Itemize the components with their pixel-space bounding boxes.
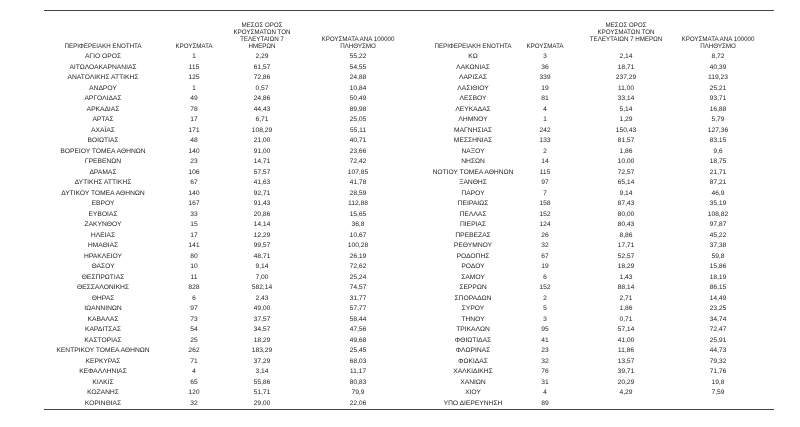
header-region-left: ΠΕΡΙΦΕΡΕΙΑΚΗ ΕΝΟΤΗΤΑ <box>64 43 142 50</box>
left-row-25-avg-7-days: 49,00 <box>253 305 271 312</box>
left-row-17-cases: 15 <box>190 221 198 228</box>
left-row-26-region: ΚΑΒΑΛΑΣ <box>87 315 119 323</box>
left-row-31-cases: 4 <box>192 368 196 375</box>
right-row-20-region: ΡΟΔΟΠΗΣ <box>456 252 490 260</box>
right-row-6-cases: 4 <box>543 105 547 113</box>
right-row-10-region: ΝΑΞΟΥ <box>461 147 485 155</box>
right-row-14-cases: 7 <box>543 189 547 197</box>
right-row-9-avg-7-days: 81,57 <box>617 137 635 144</box>
right-row-27-region: ΤΡΙΚΑΛΩΝ <box>456 326 490 333</box>
right-row-3-avg-7-days: 237,29 <box>615 74 637 81</box>
right-row-34-cases: 89 <box>541 399 549 407</box>
right-row-22-avg-7-days: 1,43 <box>619 273 633 281</box>
left-row-3-cases: 125 <box>188 74 200 81</box>
right-row-27-per-100k: 72,47 <box>709 326 727 333</box>
left-row-17-region: ΖΑΚΥΝΘΟΥ <box>84 221 122 228</box>
left-row-8-cases: 171 <box>188 126 200 134</box>
left-row-17-per-100k: 36,8 <box>351 221 365 228</box>
right-row-18-avg-7-days: 8,86 <box>619 231 633 239</box>
left-row-32-region: ΚΙΛΚΙΣ <box>92 378 114 386</box>
right-row-4-per-100k: 25,21 <box>709 84 727 92</box>
left-row-4-cases: 1 <box>192 84 196 92</box>
left-row-14-avg-7-days: 92,71 <box>253 189 271 197</box>
right-row-9-region: ΜΕΣΣΗΝΙΑΣ <box>453 137 493 144</box>
left-row-2-cases: 115 <box>188 63 200 71</box>
left-row-4-region: ΑΝΔΡΟΥ <box>89 84 117 92</box>
left-row-29-avg-7-days: 183,29 <box>251 347 273 354</box>
left-row-18-region: ΗΛΕΙΑΣ <box>90 231 116 239</box>
right-row-30-region: ΦΩΚΙΔΑΣ <box>458 357 488 365</box>
right-row-30-per-100k: 79,32 <box>709 357 727 365</box>
left-row-22-avg-7-days: 7,00 <box>255 273 269 281</box>
right-row-17-region: ΠΙΕΡΙΑΣ <box>459 221 487 228</box>
right-row-11-cases: 14 <box>541 158 549 165</box>
left-row-24-region: ΘΗΡΑΣ <box>91 294 115 302</box>
left-row-16-avg-7-days: 20,86 <box>253 210 271 218</box>
left-row-16-per-100k: 15,65 <box>349 210 367 218</box>
left-row-33-region: ΚΟΖΑΝΗΣ <box>87 389 119 396</box>
left-row-10-cases: 140 <box>188 147 200 155</box>
right-row-19-cases: 32 <box>541 242 549 249</box>
left-row-5-avg-7-days: 24,86 <box>253 95 271 102</box>
left-row-30-cases: 71 <box>190 357 198 365</box>
right-row-8-per-100k: 127,36 <box>707 126 729 134</box>
right-row-1-region: ΚΩ <box>468 53 478 60</box>
left-row-1-avg-7-days: 2,29 <box>255 53 269 60</box>
right-row-21-avg-7-days: 18,29 <box>617 263 635 270</box>
right-row-31-region: ΧΑΛΚΙΔΙΚΗΣ <box>453 368 493 375</box>
right-row-22-per-100k: 18,19 <box>709 273 727 281</box>
right-row-16-per-100k: 108,82 <box>707 210 729 218</box>
right-row-15-per-100k: 35,19 <box>709 200 727 207</box>
left-row-2-avg-7-days: 61,57 <box>253 63 271 71</box>
left-row-28-cases: 25 <box>190 336 198 344</box>
left-row-11-region: ΓΡΕΒΕΝΩΝ <box>84 158 122 165</box>
right-row-32-region: ΧΑΝΙΩΝ <box>460 378 486 386</box>
header-region-right: ΠΕΡΙΦΕΡΕΙΑΚΗ ΕΝΟΤΗΤΑ <box>434 43 512 50</box>
right-row-25-cases: 5 <box>543 305 547 312</box>
left-row-14-cases: 140 <box>188 189 200 197</box>
right-row-18-cases: 26 <box>541 231 549 239</box>
left-row-16-cases: 33 <box>190 210 198 218</box>
right-row-21-cases: 19 <box>541 263 549 270</box>
left-row-11-avg-7-days: 14,71 <box>253 158 271 165</box>
right-row-5-avg-7-days: 33,14 <box>617 95 635 102</box>
header-avg-left: ΜΕΣΟΣ ΟΡΟΣ ΚΡΟΥΣΜΑΤΩΝ ΤΟΝ ΤΕΛΕΥΤΑΙΩΝ 7 ΗΜΕΡΩΝ <box>233 22 291 50</box>
left-row-7-region: ΑΡΤΑΣ <box>92 116 114 123</box>
header-per100k-left: ΚΡΟΥΣΜΑΤΑ ΑΝΑ 100000 ΠΛΗΘΥΣΜΟ <box>321 36 395 50</box>
right-row-24-per-100k: 14,49 <box>709 294 727 302</box>
left-row-2-per-100k: 54,55 <box>349 63 367 71</box>
left-row-27-region: ΚΑΡΔΙΤΣΑΣ <box>84 326 122 333</box>
right-row-5-region: ΛΕΣΒΟΥ <box>459 95 487 102</box>
left-row-15-cases: 167 <box>188 200 200 207</box>
left-row-33-per-100k: 79,9 <box>351 389 365 396</box>
left-row-17-avg-7-days: 14,14 <box>253 221 271 228</box>
right-row-10-avg-7-days: 1,86 <box>619 147 633 155</box>
left-row-9-avg-7-days: 21,00 <box>253 137 271 144</box>
right-row-28-cases: 41 <box>541 336 549 344</box>
left-row-24-cases: 6 <box>192 294 196 302</box>
right-row-10-per-100k: 9,6 <box>713 147 723 155</box>
right-row-4-cases: 19 <box>541 84 549 92</box>
right-row-28-avg-7-days: 41,00 <box>617 336 635 344</box>
right-row-33-avg-7-days: 4,29 <box>619 389 633 396</box>
left-row-14-per-100k: 28,59 <box>349 189 367 197</box>
right-row-29-region: ΦΛΩΡΙΝΑΣ <box>455 347 491 354</box>
left-row-31-region: ΚΕΦΑΛΛΗΝΙΑΣ <box>79 368 127 375</box>
right-row-22-region: ΣΑΜΟΥ <box>461 273 485 281</box>
right-row-22-cases: 6 <box>543 273 547 281</box>
left-row-34-region: ΚΟΡΙΝΘΙΑΣ <box>84 399 122 407</box>
left-row-27-avg-7-days: 34,57 <box>253 326 271 333</box>
left-row-31-per-100k: 11,17 <box>349 368 367 375</box>
right-row-1-avg-7-days: 2,14 <box>619 53 633 60</box>
left-row-12-per-100k: 107,85 <box>347 168 369 176</box>
right-row-12-cases: 115 <box>539 168 551 176</box>
left-row-2-region: ΑΙΤΩΛΟΑΚΑΡΝΑΝΙΑΣ <box>69 63 137 71</box>
right-row-3-per-100k: 119,23 <box>708 74 728 81</box>
right-row-9-per-100k: 83,15 <box>709 137 727 144</box>
header-avg-right: ΜΕΣΟΣ ΟΡΟΣ ΚΡΟΥΣΜΑΤΩΝ ΤΟΝ ΤΕΛΕΥΤΑΙΩΝ 7 ΗΜΕΡΩΝ <box>589 22 663 43</box>
right-row-21-per-100k: 15,86 <box>709 263 727 270</box>
right-row-30-cases: 32 <box>541 357 549 365</box>
right-row-23-cases: 152 <box>539 284 551 291</box>
right-row-29-per-100k: 44,73 <box>709 347 727 354</box>
left-row-13-region: ΔΥΤΙΚΗΣ ΑΤΤΙΚΗΣ <box>74 179 132 186</box>
right-row-25-per-100k: 23,25 <box>709 305 727 312</box>
right-row-2-cases: 36 <box>541 63 549 71</box>
right-row-17-avg-7-days: 80,43 <box>617 221 635 228</box>
right-row-13-cases: 97 <box>541 179 549 186</box>
right-row-34-region: ΥΠΟ ΔΙΕΡΕΥΝΗΣΗ <box>443 399 503 407</box>
right-row-3-cases: 339 <box>539 74 551 81</box>
right-row-2-per-100k: 40,39 <box>709 63 727 71</box>
left-row-3-per-100k: 24,88 <box>349 74 367 81</box>
left-row-15-region: ΕΒΡΟΥ <box>91 200 115 207</box>
left-row-28-region: ΚΑΣΤΟΡΙΑΣ <box>84 336 122 344</box>
left-row-34-per-100k: 22,06 <box>349 399 367 407</box>
left-row-14-region: ΔΥΤΙΚΟΥ ΤΟΜΕΑ ΑΘΗΝΩΝ <box>61 189 145 197</box>
left-row-8-per-100k: 55,11 <box>349 126 367 134</box>
right-row-20-avg-7-days: 52,57 <box>617 252 635 260</box>
left-row-15-per-100k: 112,88 <box>348 200 368 207</box>
left-row-13-per-100k: 41,78 <box>349 179 367 186</box>
right-row-14-region: ΠΑΡΟΥ <box>461 189 485 197</box>
left-row-5-region: ΑΡΓΟΛΙΔΑΣ <box>84 95 122 102</box>
right-row-17-per-100k: 97,87 <box>709 221 727 228</box>
right-row-12-per-100k: 21,71 <box>709 168 727 176</box>
left-row-19-avg-7-days: 99,57 <box>253 242 271 249</box>
left-row-26-per-100k: 58,44 <box>349 315 367 323</box>
left-row-10-region: ΒΟΡΕΙΟΥ ΤΟΜΕΑ ΑΘΗΝΩΝ <box>60 147 146 155</box>
right-row-1-cases: 3 <box>543 53 547 60</box>
left-row-24-per-100k: 31,77 <box>349 294 367 302</box>
right-row-8-avg-7-days: 150,43 <box>615 126 637 134</box>
left-row-33-avg-7-days: 51,71 <box>253 389 271 396</box>
left-row-20-region: ΗΡΑΚΛΕΙΟΥ <box>84 252 122 260</box>
left-row-19-region: ΗΜΑΘΙΑΣ <box>87 242 119 249</box>
right-row-31-avg-7-days: 39,71 <box>617 368 635 375</box>
left-row-19-per-100k: 100,28 <box>347 242 369 249</box>
left-row-21-region: ΘΑΣΟΥ <box>91 263 115 270</box>
left-row-5-cases: 49 <box>190 95 198 102</box>
right-row-3-region: ΛΑΡΙΣΑΣ <box>459 74 487 81</box>
left-row-27-cases: 54 <box>190 326 198 333</box>
left-row-6-per-100k: 89,98 <box>349 105 367 113</box>
left-row-12-region: ΔΡΑΜΑΣ <box>89 168 117 176</box>
left-row-24-avg-7-days: 2,43 <box>255 294 269 302</box>
left-row-11-cases: 23 <box>190 158 198 165</box>
left-row-6-avg-7-days: 44,43 <box>253 105 271 113</box>
left-row-29-per-100k: 25,45 <box>349 347 367 354</box>
left-row-18-avg-7-days: 12,29 <box>253 231 271 239</box>
right-row-13-region: ΞΑΝΘΗΣ <box>459 179 487 186</box>
left-row-7-avg-7-days: 6,71 <box>255 116 269 123</box>
left-row-18-per-100k: 10,67 <box>349 231 367 239</box>
right-row-14-avg-7-days: 9,14 <box>619 189 633 197</box>
right-row-26-per-100k: 34,74 <box>709 315 727 323</box>
right-row-33-per-100k: 7,59 <box>711 389 725 396</box>
left-row-3-region: ΑΝΑΤΟΛΙΚΗΣ ΑΤΤΙΚΗΣ <box>67 74 139 81</box>
right-row-6-per-100k: 16,88 <box>709 105 727 113</box>
right-row-16-cases: 152 <box>539 210 551 218</box>
left-row-22-per-100k: 25,24 <box>349 273 367 281</box>
bottom-rule <box>44 409 774 410</box>
left-row-31-avg-7-days: 3,14 <box>255 368 269 375</box>
right-row-32-cases: 31 <box>541 378 549 386</box>
right-row-26-avg-7-days: 0,71 <box>619 315 633 323</box>
left-row-20-avg-7-days: 48,71 <box>253 252 271 260</box>
left-row-18-cases: 17 <box>190 231 198 239</box>
left-row-10-avg-7-days: 91,00 <box>253 147 271 155</box>
left-row-8-avg-7-days: 108,29 <box>251 126 273 134</box>
right-row-18-per-100k: 45,22 <box>709 231 727 239</box>
right-row-12-avg-7-days: 72,57 <box>617 168 635 176</box>
right-row-6-region: ΛΕΥΚΑΔΑΣ <box>455 105 491 113</box>
left-row-29-cases: 262 <box>188 347 200 354</box>
right-row-1-per-100k: 8,72 <box>711 53 725 60</box>
right-row-23-region: ΣΕΡΡΩΝ <box>459 284 487 291</box>
top-rule <box>44 10 774 11</box>
right-row-6-avg-7-days: 5,14 <box>619 105 633 113</box>
right-row-7-avg-7-days: 1,29 <box>619 116 633 123</box>
left-row-5-per-100k: 50,49 <box>349 95 367 102</box>
left-row-7-per-100k: 25,05 <box>349 116 367 123</box>
left-row-4-avg-7-days: 0,57 <box>255 84 269 92</box>
left-row-9-per-100k: 40,71 <box>349 137 367 144</box>
right-row-9-cases: 133 <box>539 137 551 144</box>
right-row-8-cases: 242 <box>539 126 551 134</box>
right-row-29-avg-7-days: 11,86 <box>617 347 635 354</box>
left-row-7-cases: 17 <box>190 116 198 123</box>
right-row-23-per-100k: 86,15 <box>709 284 727 291</box>
right-row-16-avg-7-days: 80,00 <box>617 210 635 218</box>
right-row-7-cases: 1 <box>543 116 547 123</box>
left-row-9-cases: 48 <box>190 137 198 144</box>
right-row-13-avg-7-days: 65,14 <box>617 179 635 186</box>
left-row-20-per-100k: 26,19 <box>349 252 367 260</box>
left-row-30-per-100k: 68,03 <box>349 357 367 365</box>
left-row-30-avg-7-days: 37,29 <box>253 357 271 365</box>
right-row-7-region: ΛΗΜΝΟΥ <box>458 116 488 123</box>
header-cases-left: ΚΡΟΥΣΜΑΤΑ <box>175 43 213 50</box>
header-per100k-right: ΚΡΟΥΣΜΑΤΑ ΑΝΑ 100000 ΠΛΗΘΥΣΜΟ <box>681 36 755 50</box>
header-cases-right: ΚΡΟΥΣΜΑΤΑ <box>526 43 564 50</box>
right-row-15-avg-7-days: 87,43 <box>617 200 635 207</box>
right-row-28-region: ΦΘΙΩΤΙΔΑΣ <box>454 336 492 344</box>
right-row-33-region: ΧΙΟΥ <box>465 389 481 396</box>
left-row-21-cases: 10 <box>190 263 198 270</box>
left-row-22-cases: 11 <box>190 273 198 281</box>
right-row-25-region: ΣΥΡΟΥ <box>461 305 485 312</box>
right-row-11-region: ΝΗΣΩΝ <box>461 158 485 165</box>
left-row-12-cases: 106 <box>188 168 200 176</box>
left-row-32-cases: 65 <box>190 378 198 386</box>
left-row-1-per-100k: 55,22 <box>349 53 367 60</box>
left-row-30-region: ΚΕΡΚΥΡΑΣ <box>85 357 121 365</box>
right-row-30-avg-7-days: 13,57 <box>617 357 635 365</box>
left-row-22-region: ΘΕΣΠΡΩΤΙΑΣ <box>81 273 125 281</box>
left-row-20-cases: 80 <box>190 252 198 260</box>
right-row-2-avg-7-days: 18,71 <box>617 63 635 71</box>
left-row-21-per-100k: 72,62 <box>349 263 367 270</box>
left-row-26-avg-7-days: 37,57 <box>253 315 271 323</box>
right-row-32-per-100k: 19,8 <box>711 378 725 386</box>
left-row-23-cases: 828 <box>188 284 200 291</box>
left-row-32-per-100k: 80,83 <box>349 378 367 386</box>
right-row-8-region: ΜΑΓΝΗΣΙΑΣ <box>454 126 492 134</box>
left-row-27-per-100k: 47,56 <box>349 326 367 333</box>
left-row-34-cases: 32 <box>190 399 198 407</box>
left-row-26-cases: 73 <box>190 315 198 323</box>
right-row-29-cases: 23 <box>541 347 549 354</box>
right-row-24-avg-7-days: 2,71 <box>619 294 633 302</box>
right-row-13-per-100k: 87,21 <box>709 179 727 186</box>
left-row-28-avg-7-days: 18,29 <box>253 336 271 344</box>
left-row-34-avg-7-days: 29,00 <box>253 399 271 407</box>
left-row-23-per-100k: 74,57 <box>349 284 367 291</box>
left-row-1-region: ΑΓΙΟ ΟΡΟΣ <box>84 53 122 60</box>
right-row-23-avg-7-days: 88,14 <box>617 284 635 291</box>
right-row-21-region: ΡΟΔΟΥ <box>461 263 485 270</box>
right-row-33-cases: 4 <box>543 389 547 396</box>
left-row-9-region: ΒΟΙΩΤΙΑΣ <box>87 137 119 144</box>
left-row-4-per-100k: 10,84 <box>349 84 367 92</box>
left-row-1-cases: 1 <box>192 53 196 60</box>
right-row-24-cases: 2 <box>543 294 547 302</box>
left-row-23-region: ΘΕΣΣΑΛΟΝΙΚΗΣ <box>76 284 130 291</box>
right-row-10-cases: 2 <box>543 147 547 155</box>
left-row-8-region: ΑΧΑΪΑΣ <box>91 126 115 134</box>
left-row-3-avg-7-days: 72,86 <box>253 74 271 81</box>
left-row-21-avg-7-days: 9,14 <box>255 263 269 270</box>
left-row-33-cases: 120 <box>188 389 200 396</box>
right-row-27-avg-7-days: 57,14 <box>617 326 635 333</box>
right-row-32-avg-7-days: 20,29 <box>617 378 635 386</box>
right-row-12-region: ΝΟΤΙΟΥ ΤΟΜΕΑ ΑΘΗΝΩΝ <box>432 168 514 176</box>
right-row-11-avg-7-days: 10,00 <box>617 158 635 165</box>
right-row-7-per-100k: 5,79 <box>711 116 725 123</box>
right-row-17-cases: 124 <box>539 221 551 228</box>
right-row-15-cases: 158 <box>539 200 551 207</box>
left-row-6-region: ΑΡΚΑΔΙΑΣ <box>86 105 120 113</box>
left-row-13-cases: 67 <box>190 179 198 186</box>
right-row-28-per-100k: 25,91 <box>709 336 727 344</box>
left-row-15-avg-7-days: 91,43 <box>253 200 271 207</box>
left-row-25-region: ΙΩΑΝΝΙΝΩΝ <box>84 305 122 312</box>
right-row-14-per-100k: 46,9 <box>711 189 725 197</box>
right-row-25-avg-7-days: 1,86 <box>619 305 633 312</box>
left-row-11-per-100k: 72,42 <box>349 158 367 165</box>
right-row-31-per-100k: 71,76 <box>709 368 727 375</box>
left-row-32-avg-7-days: 55,86 <box>253 378 271 386</box>
right-row-18-region: ΠΡΕΒΕΖΑΣ <box>455 231 491 239</box>
left-row-6-cases: 78 <box>190 105 198 113</box>
right-row-4-avg-7-days: 11,00 <box>617 84 635 92</box>
left-row-12-avg-7-days: 57,57 <box>253 168 271 176</box>
right-row-16-region: ΠΕΛΛΑΣ <box>459 210 487 218</box>
left-row-19-cases: 141 <box>188 242 200 249</box>
left-row-23-avg-7-days: 582,14 <box>251 284 273 291</box>
right-row-26-region: ΤΗΝΟΥ <box>461 315 485 323</box>
right-row-24-region: ΣΠΟΡΑΔΩΝ <box>454 294 492 302</box>
right-row-20-per-100k: 59,8 <box>711 252 725 260</box>
right-row-26-cases: 3 <box>543 315 547 323</box>
left-row-10-per-100k: 23,66 <box>349 147 367 155</box>
right-row-20-cases: 67 <box>541 252 549 260</box>
right-row-11-per-100k: 18,75 <box>709 158 727 165</box>
left-row-29-region: ΚΕΝΤΡΙΚΟΥ ΤΟΜΕΑ ΑΘΗΝΩΝ <box>56 347 150 354</box>
right-row-2-region: ΛΑΚΩΝΙΑΣ <box>456 63 490 71</box>
right-row-15-region: ΠΕΙΡΑΙΩΣ <box>457 200 489 207</box>
left-row-16-region: ΕΥΒΟΙΑΣ <box>88 210 118 218</box>
right-row-19-per-100k: 37,38 <box>709 242 727 249</box>
left-row-25-per-100k: 57,77 <box>349 305 367 312</box>
right-row-19-region: ΡΕΘΥΜΝΟΥ <box>453 242 493 249</box>
right-row-19-avg-7-days: 17,71 <box>617 242 635 249</box>
right-row-4-region: ΛΑΣΙΘΙΟΥ <box>457 84 489 92</box>
left-row-13-avg-7-days: 41,63 <box>253 179 271 186</box>
right-row-27-cases: 95 <box>541 326 549 333</box>
left-row-28-per-100k: 49,68 <box>349 336 367 344</box>
right-row-5-per-100k: 93,71 <box>709 95 727 102</box>
right-row-31-cases: 76 <box>541 368 549 375</box>
left-row-25-cases: 97 <box>190 305 198 312</box>
right-row-5-cases: 81 <box>541 95 549 102</box>
